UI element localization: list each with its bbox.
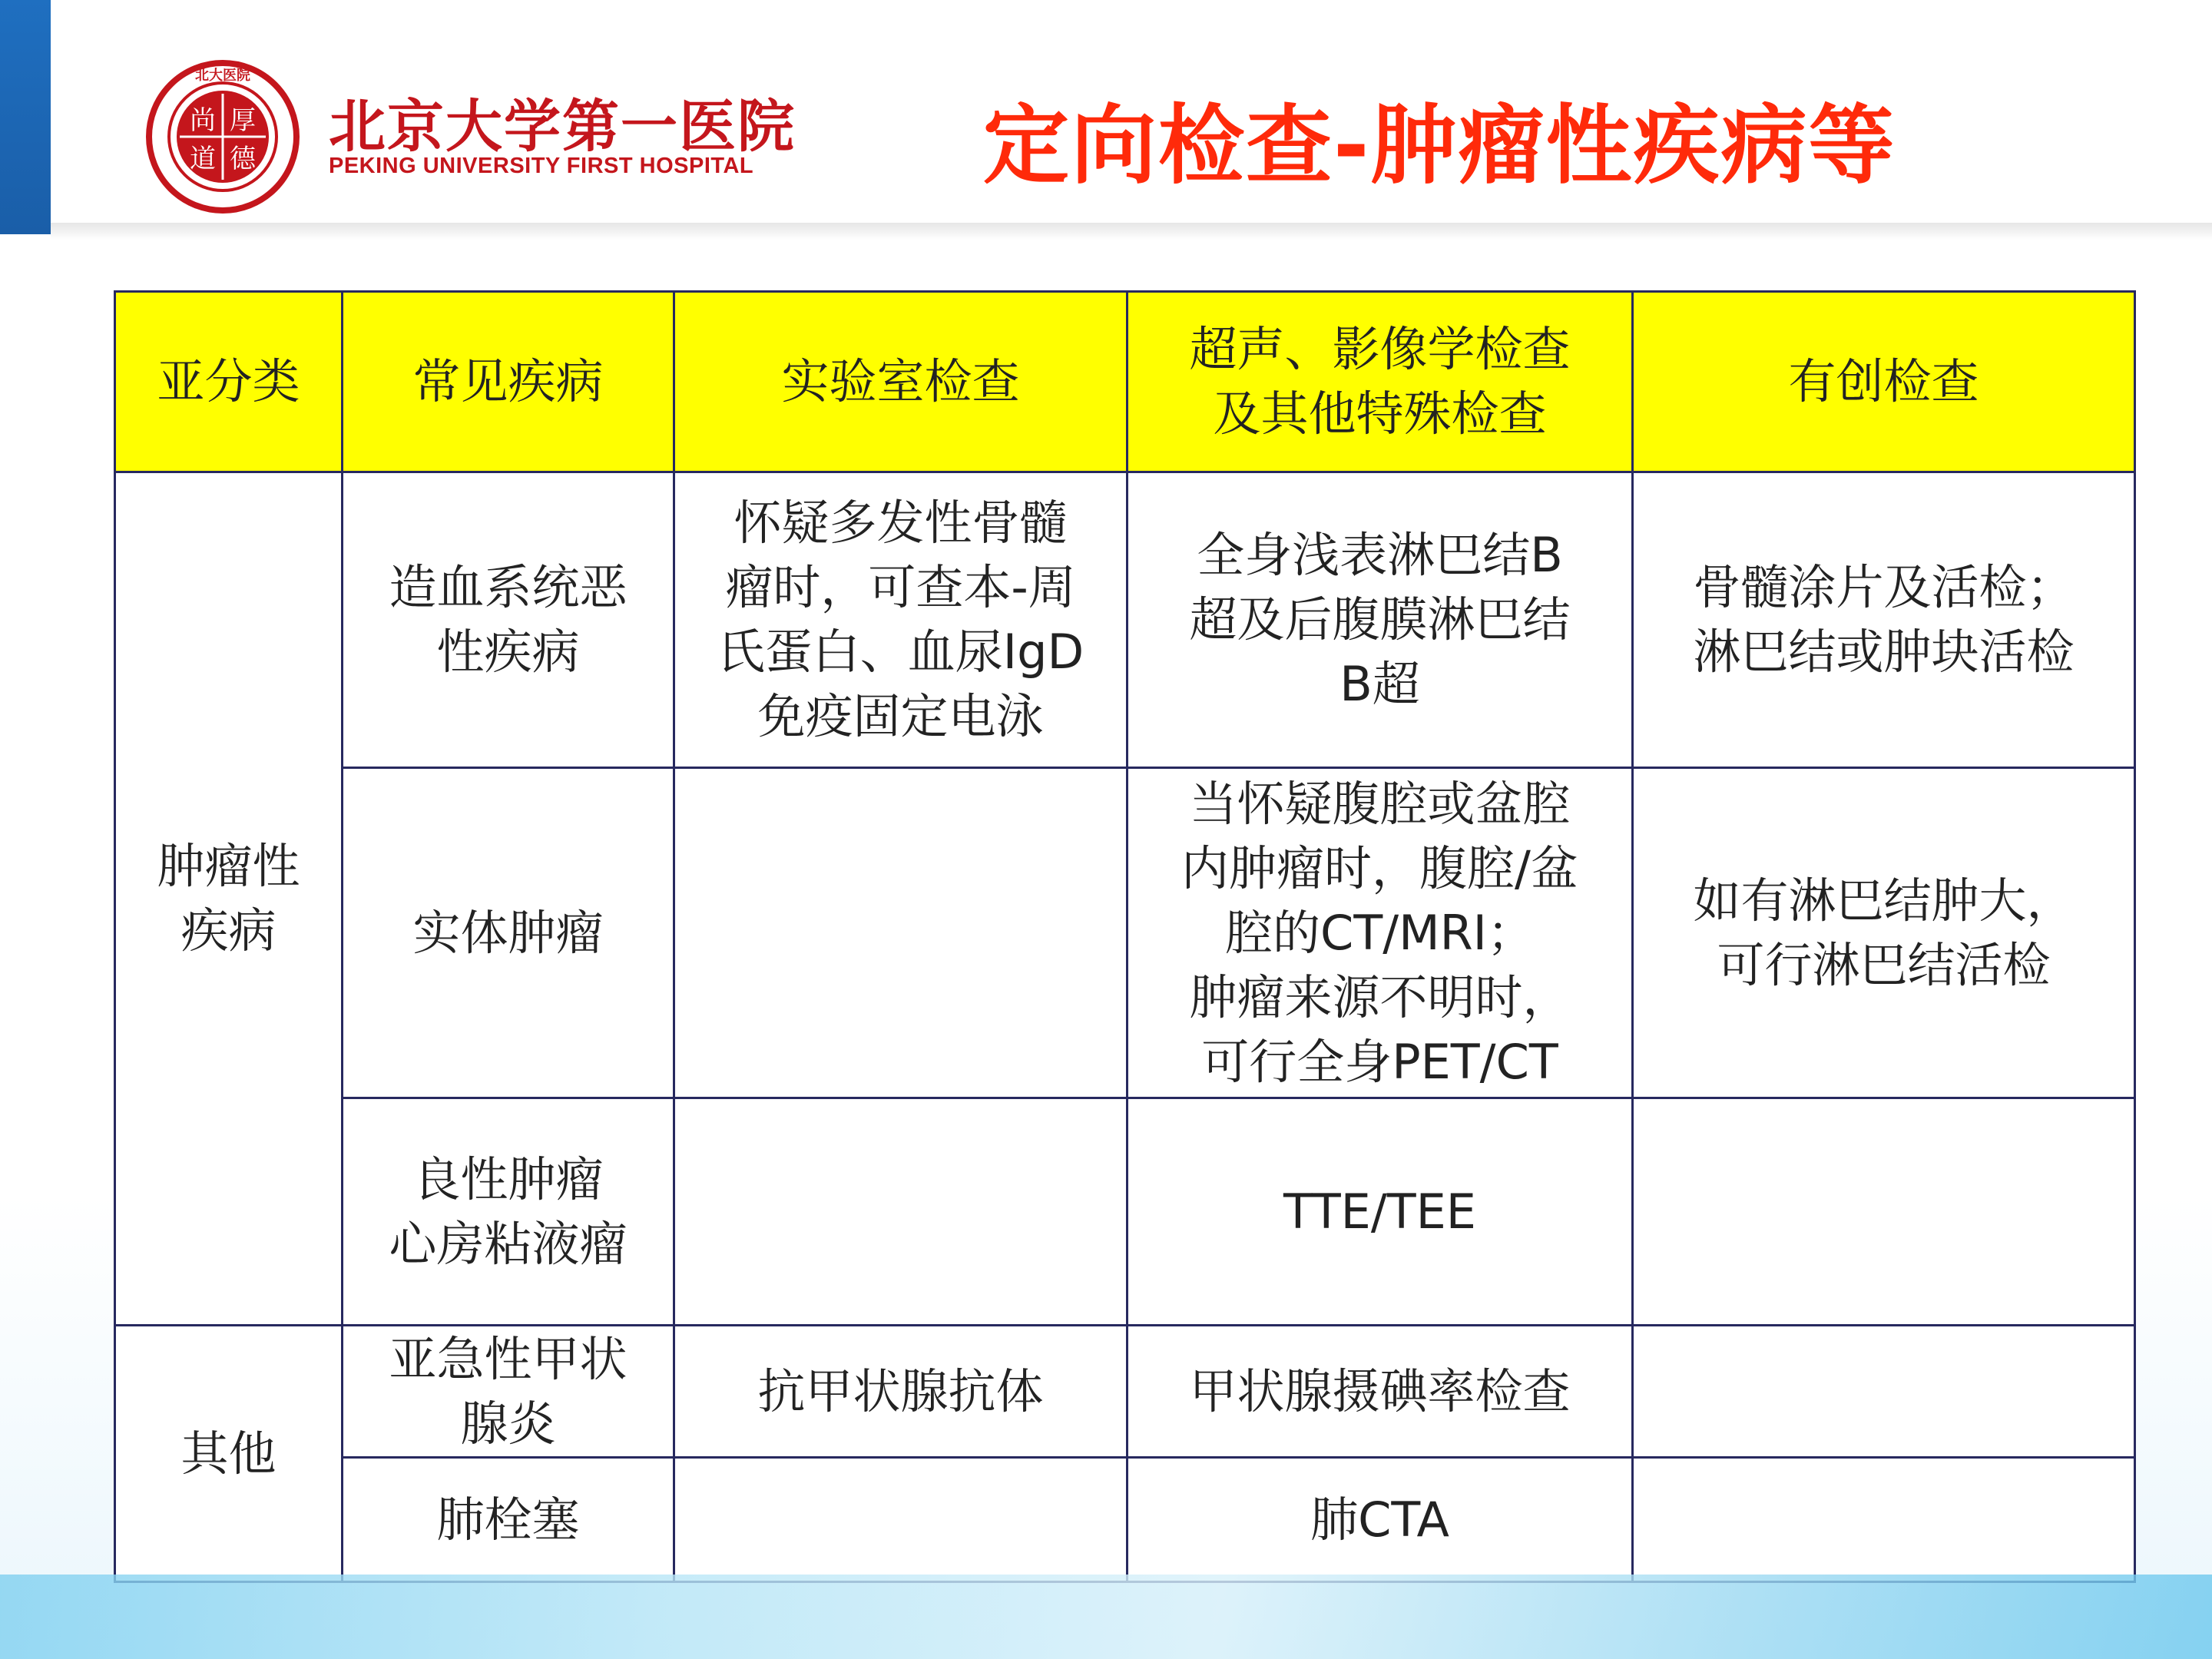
- accent-bar: [0, 0, 51, 234]
- lab-cell: [674, 768, 1128, 1098]
- table-row: [115, 1098, 2135, 1326]
- exam-table: [114, 290, 2136, 1583]
- footer-decoration: [0, 1575, 2212, 1659]
- header-cell: 超声、影像学检查 及其他特殊检查: [1128, 292, 1633, 472]
- lab-cell: [674, 1458, 1128, 1582]
- imaging-cell: 全身浅表淋巴结B 超及后腹膜淋巴结 B超: [1128, 472, 1633, 768]
- hospital-seal-icon: [146, 60, 300, 214]
- hospital-name-cn: 北京大学第一医院: [329, 94, 796, 160]
- header-cell: 实验室检查: [674, 292, 1128, 472]
- disease-cell: 实体肿瘤: [343, 768, 674, 1098]
- table-row: [115, 1326, 2135, 1458]
- disease-cell: 造血系统恶 性疾病: [343, 472, 674, 768]
- table-header-row: [115, 292, 2135, 472]
- hospital-logo: [146, 60, 806, 214]
- table-row: [115, 768, 2135, 1098]
- lab-cell: 怀疑多发性骨髓 瘤时，可查本-周 氏蛋白、血尿IgD 免疫固定电泳: [674, 472, 1128, 768]
- seal-ring-text: 北大医院: [195, 68, 250, 84]
- seal-char: 道: [190, 144, 216, 174]
- seal-char: 德: [230, 144, 256, 174]
- header-cell: 亚分类: [115, 292, 343, 472]
- disease-cell: 亚急性甲状 腺炎: [343, 1326, 674, 1458]
- table-row: [115, 472, 2135, 768]
- invasive-cell: 骨髓涂片及活检； 淋巴结或肿块活检: [1633, 472, 2135, 768]
- header-divider: [51, 223, 2212, 240]
- disease-cell: 良性肿瘤 心房粘液瘤: [343, 1098, 674, 1326]
- seal-char: 尚: [190, 105, 216, 136]
- disease-cell: 肺栓塞: [343, 1458, 674, 1582]
- invasive-cell: 如有淋巴结肿大， 可行淋巴结活检: [1633, 768, 2135, 1098]
- imaging-cell: 肺CTA: [1128, 1458, 1633, 1582]
- invasive-cell: [1633, 1098, 2135, 1326]
- imaging-cell: 当怀疑腹腔或盆腔 内肿瘤时，腹腔/盆 腔的CT/MRI； 肿瘤来源不明时， 可行全身PET/CT: [1128, 768, 1633, 1098]
- hospital-name-en: PEKING UNIVERSITY FIRST HOSPITAL: [329, 154, 754, 178]
- seal-char: 厚: [230, 105, 256, 136]
- header-cell: 有创检查: [1633, 292, 2135, 472]
- invasive-cell: [1633, 1326, 2135, 1458]
- category-cell: 其他: [115, 1326, 343, 1582]
- lab-cell: [674, 1098, 1128, 1326]
- header-cell: 常见疾病: [343, 292, 674, 472]
- lab-cell: 抗甲状腺抗体: [674, 1326, 1128, 1458]
- imaging-cell: TTE/TEE: [1128, 1098, 1633, 1326]
- category-cell: 肿瘤性 疾病: [115, 472, 343, 1326]
- table-row: [115, 1458, 2135, 1582]
- invasive-cell: [1633, 1458, 2135, 1582]
- slide-title: 定向检查-肿瘤性疾病等: [983, 96, 1896, 196]
- imaging-cell: 甲状腺摄碘率检查: [1128, 1326, 1633, 1458]
